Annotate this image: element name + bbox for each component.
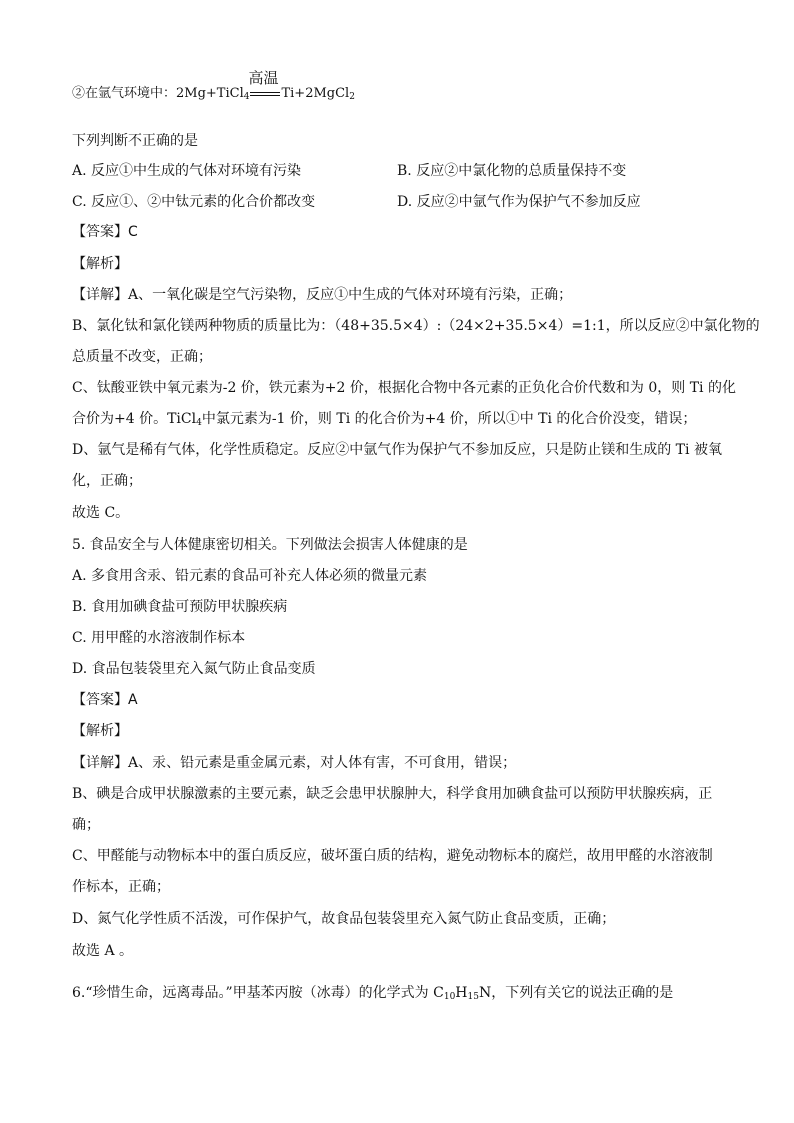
option-c: C. 用甲醛的水溶液制作标本	[72, 630, 246, 646]
reaction-arrow	[248, 68, 280, 101]
question-stem: 下列判断不正确的是	[72, 133, 198, 149]
option-b: B. 食用加碘食盐可预防甲状腺疾病	[72, 599, 288, 615]
answer-label: 【答案】C	[72, 224, 138, 240]
answer-label: 【答案】A	[72, 692, 138, 708]
reaction-condition: 高温	[248, 68, 279, 87]
analysis-label: 【解析】	[72, 256, 128, 272]
detail-line: B、氯化钛和氯化镁两种物质的质量比为：（48+35.5×4）:（24×2+35.5×4）=1:1，所以反应②中氯化物的	[72, 318, 760, 334]
subscript: 4	[243, 92, 250, 102]
detail-line: 化，正确；	[72, 473, 142, 489]
option-b: B. 反应②中氯化物的总质量保持不变	[397, 163, 627, 179]
equation-prefix: ②在氩气环境中：2Mg+TiCl	[72, 86, 244, 101]
detail-line: 确；	[72, 817, 100, 833]
equation-product: Ti+2MgCl	[281, 86, 350, 101]
option-d: D. 反应②中氩气作为保护气不参加反应	[397, 194, 641, 210]
detail-line: C、钛酸亚铁中氧元素为-2 价，铁元素为+2 价，根据化合物中各元素的正负化合价代数和为 0，则 Ti 的化	[72, 380, 736, 396]
question-stem: 6.“珍惜生命，远离毒品。”甲基苯丙胺（冰毒）的化学式为 $C_{10}H_{15}N$，下列有关它的说法正确的是	[72, 985, 674, 1002]
detail-line: 【详解】A、一氧化碳是空气污染物，反应①中生成的气体对环境有污染，正确；	[72, 287, 573, 303]
detail-line: D、氩气是稀有气体，化学性质稳定。反应②中氩气作为保护气不参加反应，只是防止镁和生成的 Ti 被氧	[72, 442, 722, 458]
detail-line: D、氮气化学性质不活泼，可作保护气，故食品包装袋里充入氮气防止食品变质，正确；	[72, 911, 616, 927]
option-d: D. 食品包装袋里充入氮气防止食品变质	[72, 661, 316, 677]
option-a: A. 多食用含汞、铅元素的食品可补充人体必须的微量元素	[72, 568, 428, 584]
detail-line: B、碘是合成甲状腺激素的主要元素，缺乏会患甲状腺肿大，科学食用加碘食盐可以预防甲状腺疾病，正	[72, 786, 713, 802]
reaction-equation	[72, 68, 355, 102]
question-stem: 5. 食品安全与人体健康密切相关。下列做法会损害人体健康的是	[72, 537, 468, 553]
option-c: C. 反应①、②中钛元素的化合价都改变	[72, 194, 316, 210]
detail-line: 【详解】A、汞、铅元素是重金属元素，对人体有害，不可食用，错误；	[72, 755, 517, 771]
detail-line: 合价为+4 价。TiCl$_4$中氯元素为-1 价，则 Ti 的化合价为+4 价，所以①中 Ti 的化合价没变，错误；	[72, 411, 697, 428]
subscript: 2	[349, 92, 355, 102]
detail-line: C、甲醛能与动物标本中的蛋白质反应，破坏蛋白质的结构，避免动物标本的腐烂，故用甲醛的水溶液制	[72, 848, 713, 864]
analysis-label: 【解析】	[72, 723, 128, 739]
conclusion: 故选 C。	[72, 505, 130, 521]
option-a: A. 反应①中生成的气体对环境有污染	[72, 163, 302, 179]
detail-line: 总质量不改变，正确；	[72, 349, 212, 365]
detail-line: 作标本，正确；	[72, 879, 170, 895]
conclusion: 故选 A 。	[72, 943, 134, 959]
